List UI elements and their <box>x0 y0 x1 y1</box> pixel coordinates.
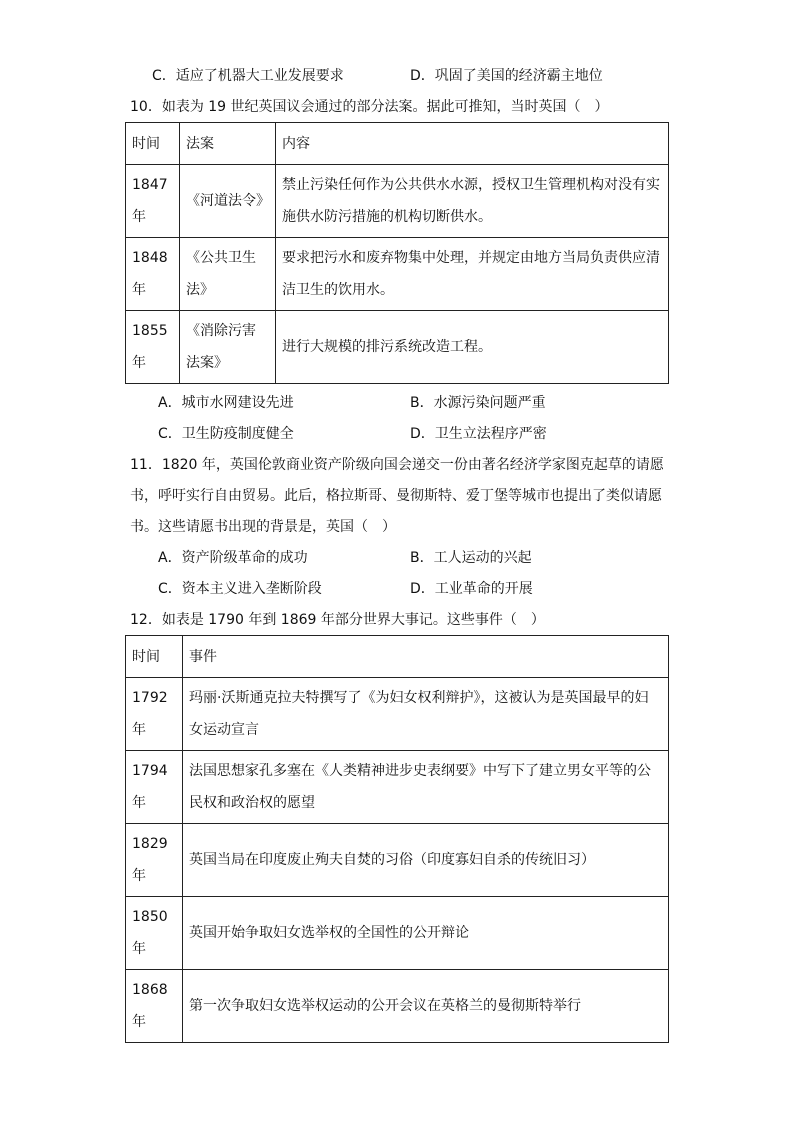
q10-option-a: A．城市水网建设先进 <box>158 395 294 411</box>
q10-row-content: 要求把污水和废弃物集中处理，并规定由地方当局负责供应清洁卫生的饮用水。 <box>276 238 669 311</box>
q10-header-law: 法案 <box>180 123 276 165</box>
q12-row-time: 1868年 <box>126 970 183 1043</box>
q10-stem: 10．如表为 19 世纪英国议会通过的部分法案。据此可推知，当时英国（ ） <box>130 99 609 115</box>
table-row <box>126 970 669 1043</box>
q10-row-time: 1855年 <box>126 311 180 384</box>
q10-option-b: B．水源污染问题严重 <box>410 395 546 411</box>
q9-option-c: C．适应了机器大工业发展要求 <box>152 68 344 84</box>
q9-option-d: D．巩固了美国的经济霸主地位 <box>410 68 603 84</box>
table-row <box>126 238 669 311</box>
table-row <box>126 751 669 824</box>
q10-option-d: D．卫生立法程序严密 <box>410 426 547 442</box>
q12-header-event: 事件 <box>183 636 669 678</box>
q11-stem-line3: 书。这些请愿书出现的背景是，英国（ ） <box>130 519 396 535</box>
q12-row-event: 英国当局在印度废止殉夫自焚的习俗（印度寡妇自杀的传统旧习） <box>183 824 669 897</box>
q10-row-content: 禁止污染任何作为公共供水水源，授权卫生管理机构对没有实施供水防污措施的机构切断供水。 <box>276 165 669 238</box>
q12-stem: 12．如表是 1790 年到 1869 年部分世界大事记。这些事件（ ） <box>130 612 545 628</box>
q10-row-time: 1848年 <box>126 238 180 311</box>
table-row <box>126 678 669 751</box>
q10-header-time: 时间 <box>126 123 180 165</box>
table-row <box>126 897 669 970</box>
table-row <box>126 824 669 897</box>
q12-table-header <box>126 636 669 678</box>
q11-option-c: C．资本主义进入垄断阶段 <box>158 581 322 597</box>
table-row <box>126 165 669 238</box>
q12-table <box>125 635 669 1043</box>
q10-row-law: 《公共卫生法》 <box>180 238 276 311</box>
q12-row-event: 法国思想家孔多塞在《人类精神进步史表纲要》中写下了建立男女平等的公民权和政治权的愿望 <box>183 751 669 824</box>
q12-row-event: 第一次争取妇女选举权运动的公开会议在英格兰的曼彻斯特举行 <box>183 970 669 1043</box>
q11-stem-line1: 11．1820 年，英国伦敦商业资产阶级向国会递交一份由著名经济学家图克起草的请愿 <box>130 457 664 473</box>
q10-row-law: 《河道法令》 <box>180 165 276 238</box>
q12-row-time: 1829年 <box>126 824 183 897</box>
q11-option-b: B．工人运动的兴起 <box>410 550 532 566</box>
q12-header-time: 时间 <box>126 636 183 678</box>
q10-header-content: 内容 <box>276 123 669 165</box>
q10-option-c: C．卫生防疫制度健全 <box>158 426 294 442</box>
q10-table-header <box>126 123 669 165</box>
q10-row-time: 1847年 <box>126 165 180 238</box>
table-row <box>126 311 669 384</box>
q12-row-time: 1850年 <box>126 897 183 970</box>
q12-row-time: 1794年 <box>126 751 183 824</box>
q12-row-event: 英国开始争取妇女选举权的全国性的公开辩论 <box>183 897 669 970</box>
q11-stem-line2: 书，呼吁实行自由贸易。此后，格拉斯哥、曼彻斯特、爱丁堡等城市也提出了类似请愿 <box>130 488 662 504</box>
q12-row-time: 1792年 <box>126 678 183 751</box>
q12-row-event: 玛丽·沃斯通克拉夫特撰写了《为妇女权利辩护》，这被认为是英国最早的妇女运动宣言 <box>183 678 669 751</box>
q11-option-a: A．资产阶级革命的成功 <box>158 550 308 566</box>
q10-row-content: 进行大规模的排污系统改造工程。 <box>276 311 669 384</box>
q10-table <box>125 122 669 384</box>
q11-option-d: D．工业革命的开展 <box>410 581 533 597</box>
q10-row-law: 《消除污害法案》 <box>180 311 276 384</box>
